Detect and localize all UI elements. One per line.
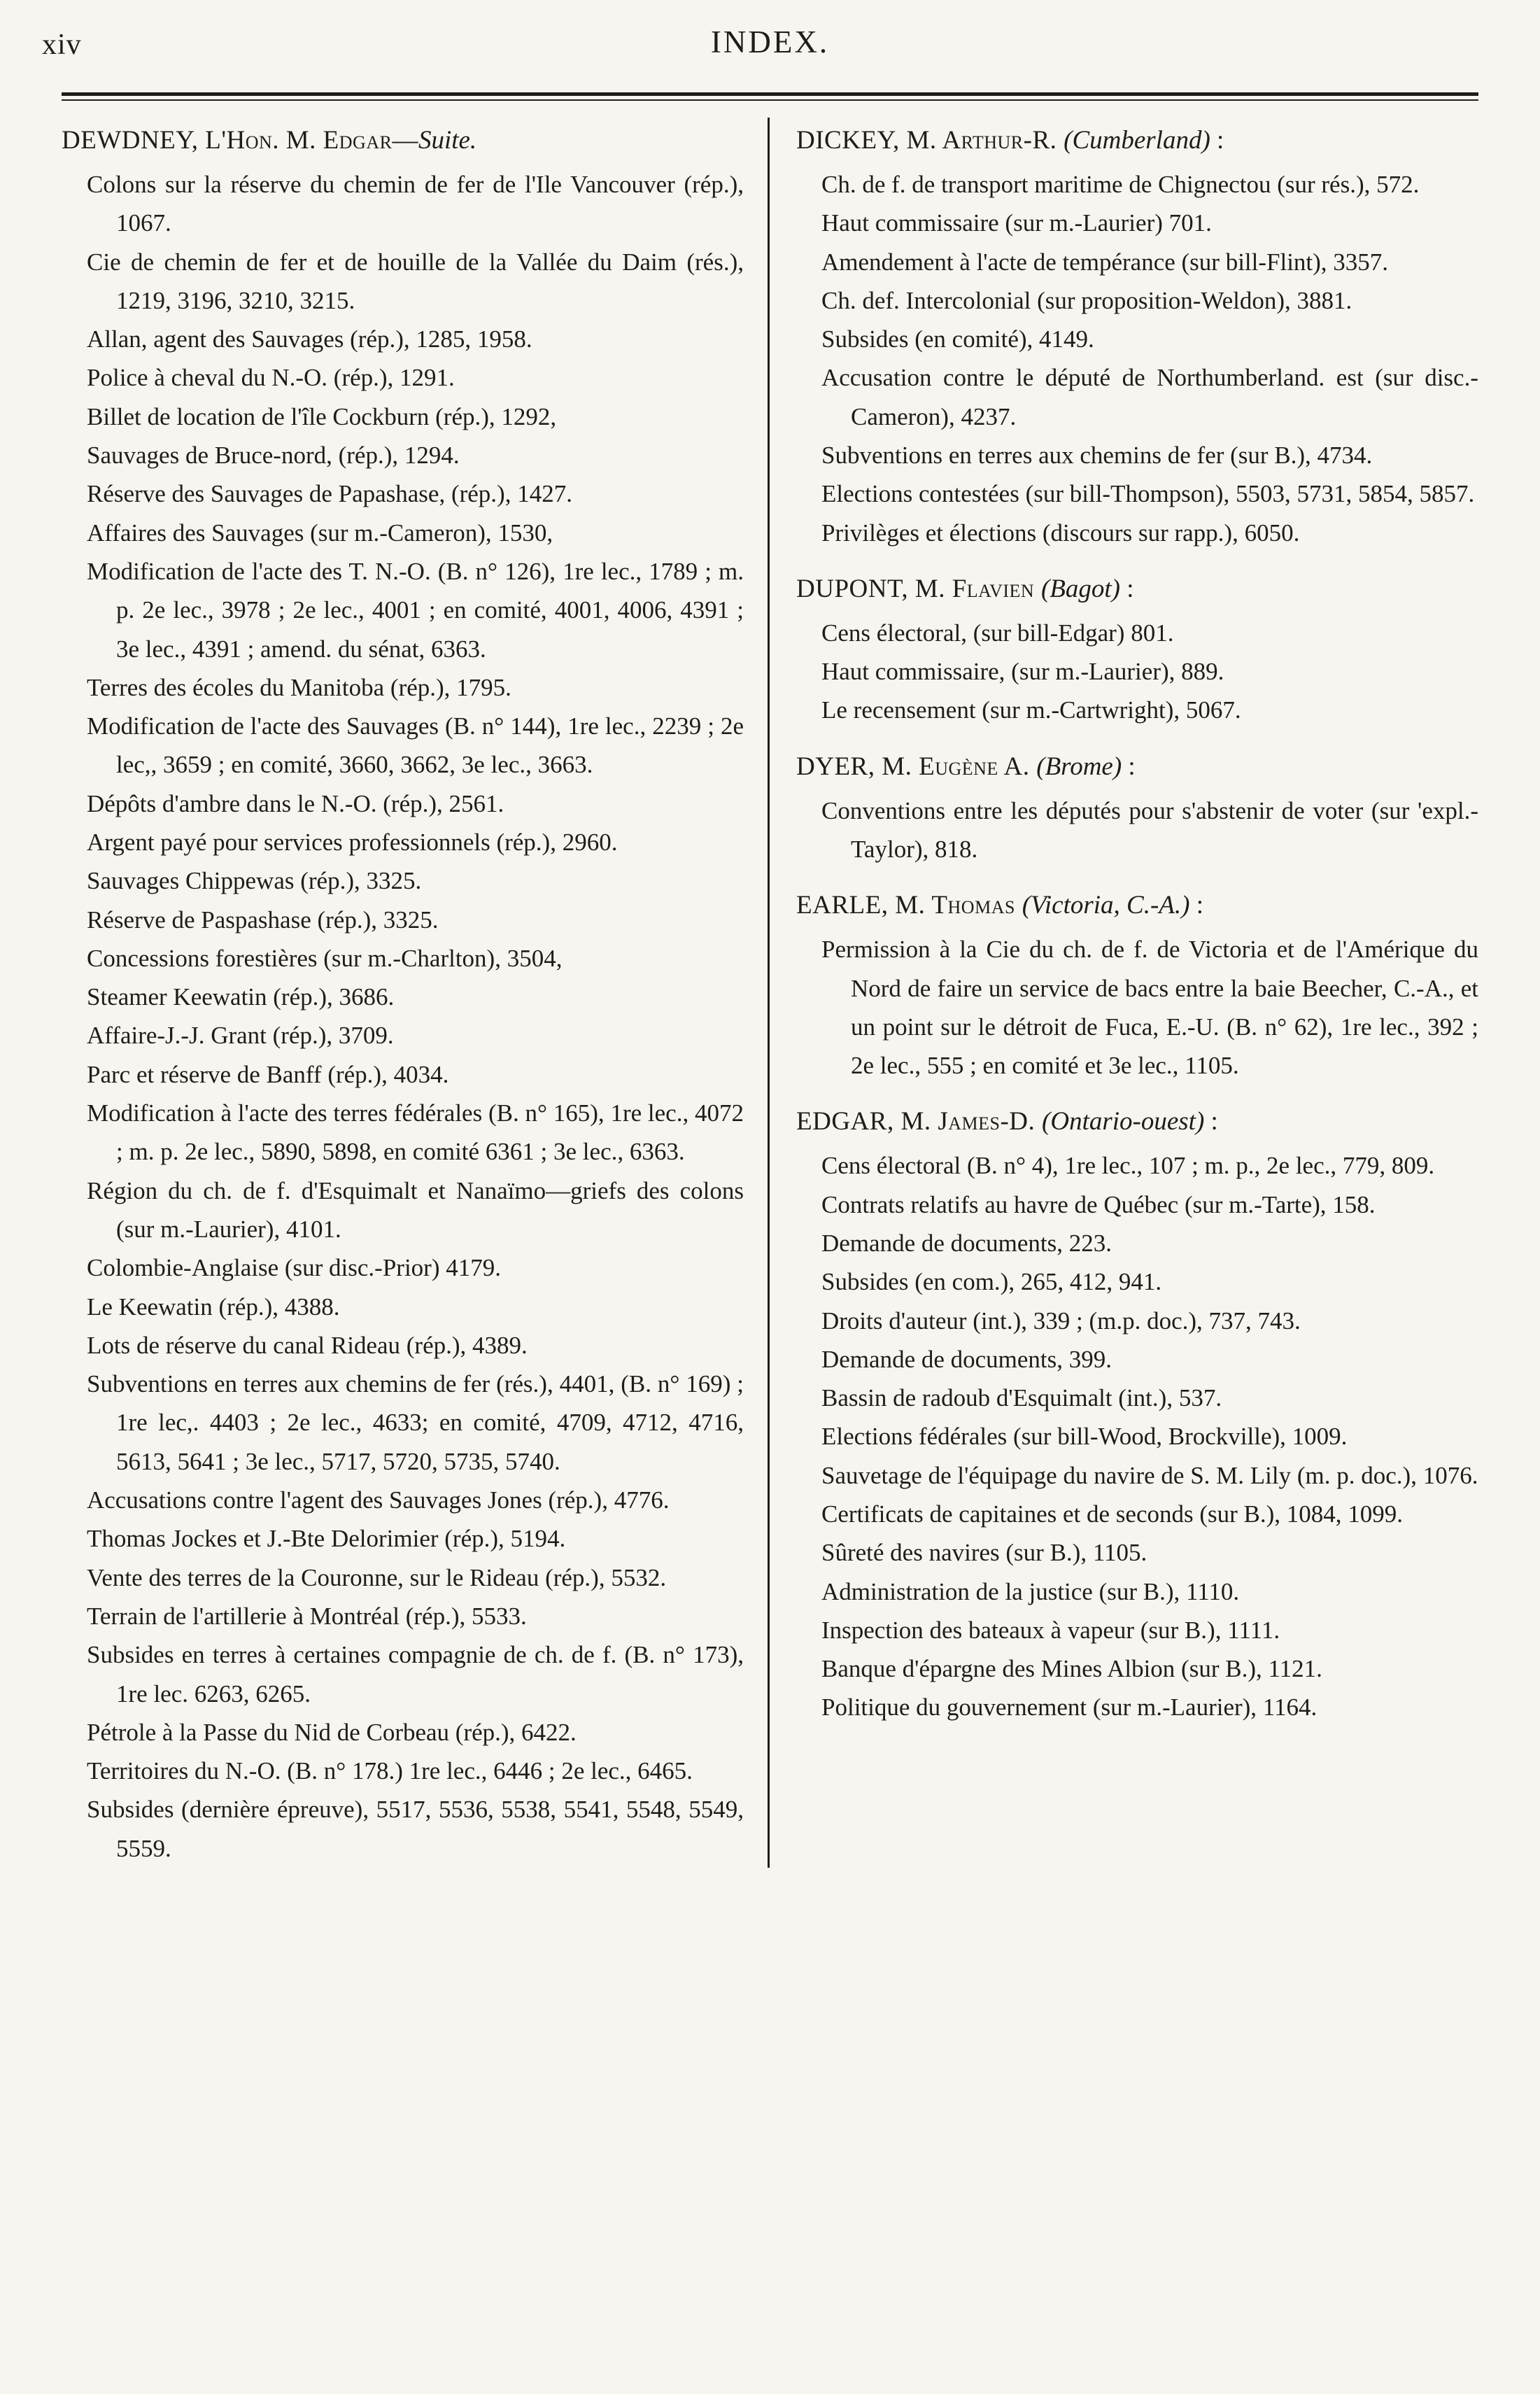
index-entry: Sauvetage de l'équipage du navire de S. M. Lily (m. p. doc.), 1076.	[821, 1461, 1478, 1489]
index-heading	[796, 749, 1478, 784]
entry-list	[796, 614, 1478, 730]
page-number: xiv	[42, 29, 82, 61]
heading-name: EARLE, M. Thomas	[796, 891, 1022, 920]
index-entry: Permission à la Cie du ch. de f. de Victoria et de l'Amérique du Nord de faire un service de bacs entre la baie Beecher, C.-A., et un point sur le détroit de Fuca, E.-U. (B. n° 62), 1re lec., 392 ; 2e lec., 555 ; en comité et 3e lec., 1105.	[821, 936, 1478, 1080]
index-entry: Lots de réserve du canal Rideau (rép.), 4389.	[87, 1331, 528, 1359]
index-heading	[796, 1104, 1478, 1139]
index-entry: Banque d'épargne des Mines Albion (sur B.), 1121.	[821, 1655, 1322, 1683]
index-entry: Bassin de radoub d'Esquimalt (int.), 537.	[821, 1384, 1222, 1412]
heading-constituency: (Bagot)	[1040, 574, 1120, 603]
index-entry: Le Keewatin (rép.), 4388.	[87, 1293, 340, 1321]
index-entry: Demande de documents, 399.	[821, 1345, 1112, 1373]
index-entry: Vente des terres de la Couronne, sur le Rideau (rép.), 5532.	[87, 1563, 667, 1591]
index-entry: Terres des écoles du Manitoba (rép.), 1795.	[87, 673, 511, 701]
entry-list	[796, 165, 1478, 552]
heading-constituency: (Cumberland)	[1064, 126, 1210, 155]
header-rule	[62, 92, 1478, 101]
index-section	[62, 123, 744, 1868]
index-entry: Certificats de capitaines et de seconds (sur B.), 1084, 1099.	[821, 1500, 1404, 1528]
index-entry: Réserve des Sauvages de Papashase, (rép.), 1427.	[87, 480, 572, 508]
index-entry: Modification de l'acte des T. N.-O. (B. n° 126), 1re lec., 1789 ; m. p. 2e lec., 3978 ; 2e lec., 4001 ; en comité, 4001, 4006, 4391 ; 3e lec., 4391 ; amend. du sénat, 6363.	[87, 557, 744, 663]
heading-name: DUPONT, M. Flavien	[796, 574, 1041, 603]
index-heading	[62, 123, 744, 158]
index-entry: Steamer Keewatin (rép.), 3686.	[87, 983, 395, 1011]
index-entry: Pétrole à la Passe du Nid de Corbeau (rép.), 6422.	[87, 1718, 577, 1746]
index-entry: Cens électoral (B. n° 4), 1re lec., 107 ; m. p., 2e lec., 779, 809.	[821, 1152, 1435, 1180]
index-section	[796, 888, 1478, 1085]
index-entry: Ch. de f. de transport maritime de Chignectou (sur rés.), 572.	[821, 170, 1420, 198]
index-entry: Accusation contre le député de Northumberland. est (sur disc.-Cameron), 4237.	[821, 364, 1478, 430]
index-entry: Subsides en terres à certaines compagnie de ch. de f. (B. n° 173), 1re lec. 6263, 6265.	[87, 1641, 744, 1708]
index-entry: Conventions entre les députés pour s'abstenir de voter (sur 'expl.-Taylor), 818.	[821, 796, 1478, 863]
index-entry: Argent payé pour services professionnels (rép.), 2960.	[87, 828, 618, 856]
index-entry: Le recensement (sur m.-Cartwright), 5067.	[821, 696, 1241, 724]
index-entry: Modification à l'acte des terres fédérales (B. n° 165), 1re lec., 4072 ; m. p. 2e lec., 5890, 5898, en comité 6361 ; 3e lec., 6363.	[87, 1099, 744, 1166]
heading-punctuation: :	[1204, 1107, 1218, 1136]
heading-name: DEWDNEY, L'Hon. M. Edgar—	[62, 126, 418, 155]
index-entry: Accusations contre l'agent des Sauvages Jones (rép.), 4776.	[87, 1486, 670, 1514]
index-entry: Sûreté des navires (sur B.), 1105.	[821, 1539, 1147, 1567]
index-entry: Police à cheval du N.-O. (rép.), 1291.	[87, 364, 455, 392]
heading-name: DYER, M. Eugène A.	[796, 752, 1037, 781]
index-section	[796, 123, 1478, 552]
index-entry: Réserve de Paspashase (rép.), 3325.	[87, 906, 439, 934]
heading-punctuation: :	[1210, 126, 1224, 155]
index-entry: Subventions en terres aux chemins de fer (sur B.), 4734.	[821, 442, 1373, 470]
heading-constituency: (Brome)	[1036, 752, 1122, 781]
page-header	[42, 24, 1478, 70]
index-entry: Subsides (en comité), 4149.	[821, 325, 1094, 353]
index-section	[796, 1104, 1478, 1726]
index-entry: Affaires des Sauvages (sur m.-Cameron), 1530,	[87, 519, 553, 547]
index-body	[62, 118, 1478, 1868]
index-entry: Région du ch. de f. d'Esquimalt et Nanaïmo—griefs des colons (sur m.-Laurier), 4101.	[87, 1176, 744, 1243]
right-column	[770, 118, 1478, 1868]
index-entry: Inspection des bateaux à vapeur (sur B.), 1111.	[821, 1616, 1280, 1644]
index-entry: Territoires du N.-O. (B. n° 178.) 1re lec., 6446 ; 2e lec., 6465.	[87, 1757, 693, 1785]
heading-punctuation: :	[1189, 891, 1203, 920]
heading-constituency: (Ontario-ouest)	[1042, 1107, 1205, 1136]
heading-constituency: Suite.	[418, 126, 477, 155]
index-entry: Colons sur la réserve du chemin de fer de l'Ile Vancouver (rép.), 1067.	[87, 170, 744, 237]
index-entry: Sauvages de Bruce-nord, (rép.), 1294.	[87, 442, 460, 470]
index-entry: Elections fédérales (sur bill-Wood, Brockville), 1009.	[821, 1423, 1348, 1451]
index-entry: Ch. def. Intercolonial (sur proposition-Weldon), 3881.	[821, 286, 1352, 314]
index-entry: Parc et réserve de Banff (rép.), 4034.	[87, 1060, 449, 1088]
index-entry: Politique du gouvernement (sur m.-Laurier), 1164.	[821, 1694, 1318, 1721]
index-entry: Modification de l'acte des Sauvages (B. n° 144), 1re lec., 2239 ; 2e lec,, 3659 ; en comité, 3660, 3662, 3e lec., 3663.	[87, 712, 744, 779]
page-title: INDEX.	[710, 24, 830, 59]
index-entry: Colombie-Anglaise (sur disc.-Prior) 4179.	[87, 1254, 501, 1282]
heading-punctuation: :	[1119, 574, 1134, 603]
index-entry: Subsides (dernière épreuve), 5517, 5536, 5538, 5541, 5548, 5549, 5559.	[87, 1796, 744, 1862]
index-entry: Privilèges et élections (discours sur rapp.), 6050.	[821, 519, 1300, 547]
index-entry: Contrats relatifs au havre de Québec (sur m.-Tarte), 158.	[821, 1190, 1376, 1218]
index-heading	[796, 572, 1478, 607]
index-entry: Droits d'auteur (int.), 339 ; (m.p. doc.), 737, 743.	[821, 1307, 1301, 1335]
index-entry: Terrain de l'artillerie à Montréal (rép.), 5533.	[87, 1602, 527, 1630]
index-entry: Subventions en terres aux chemins de fer (rés.), 4401, (B. n° 169) ; 1re lec,. 4403 ; 2e lec., 4633; en comité, 4709, 4712, 4716, 5613, 5641 ; 3e lec., 5717, 5720, 5735, 5740.	[87, 1370, 744, 1475]
index-entry: Dépôts d'ambre dans le N.-O. (rép.), 2561.	[87, 789, 504, 817]
index-entry: Allan, agent des Sauvages (rép.), 1285, 1958.	[87, 325, 532, 353]
index-entry: Amendement à l'acte de tempérance (sur bill-Flint), 3357.	[821, 248, 1389, 276]
index-entry: Subsides (en com.), 265, 412, 941.	[821, 1268, 1162, 1296]
index-entry: Thomas Jockes et J.-Bte Delorimier (rép.), 5194.	[87, 1525, 566, 1553]
index-entry: Affaire-J.-J. Grant (rép.), 3709.	[87, 1022, 394, 1050]
index-entry: Cens électoral, (sur bill-Edgar) 801.	[821, 619, 1174, 647]
index-section	[796, 572, 1478, 730]
index-entry: Elections contestées (sur bill-Thompson), 5503, 5731, 5854, 5857.	[821, 480, 1475, 508]
index-entry: Haut commissaire (sur m.-Laurier) 701.	[821, 209, 1212, 237]
index-entry: Concessions forestières (sur m.-Charlton), 3504,	[87, 944, 563, 972]
index-entry: Sauvages Chippewas (rép.), 3325.	[87, 867, 422, 895]
entry-list	[796, 1146, 1478, 1726]
index-heading	[796, 123, 1478, 158]
heading-punctuation: :	[1122, 752, 1136, 781]
heading-constituency: (Victoria, C.-A.)	[1022, 891, 1190, 920]
left-column	[62, 118, 768, 1868]
index-section	[796, 749, 1478, 869]
index-entry: Demande de documents, 223.	[821, 1229, 1112, 1257]
entry-list	[796, 791, 1478, 869]
index-entry: Billet de location de l'île Cockburn (rép.), 1292,	[87, 402, 557, 430]
heading-name: EDGAR, M. James-D.	[796, 1107, 1043, 1136]
heading-name: DICKEY, M. Arthur-R.	[796, 126, 1064, 155]
index-entry: Cie de chemin de fer et de houille de la Vallée du Daim (rés.), 1219, 3196, 3210, 3215.	[87, 248, 744, 314]
entry-list	[62, 165, 744, 1868]
index-entry: Haut commissaire, (sur m.-Laurier), 889.	[821, 658, 1224, 686]
index-heading	[796, 888, 1478, 923]
entry-list	[796, 930, 1478, 1085]
index-entry: Administration de la justice (sur B.), 1110.	[821, 1577, 1240, 1605]
